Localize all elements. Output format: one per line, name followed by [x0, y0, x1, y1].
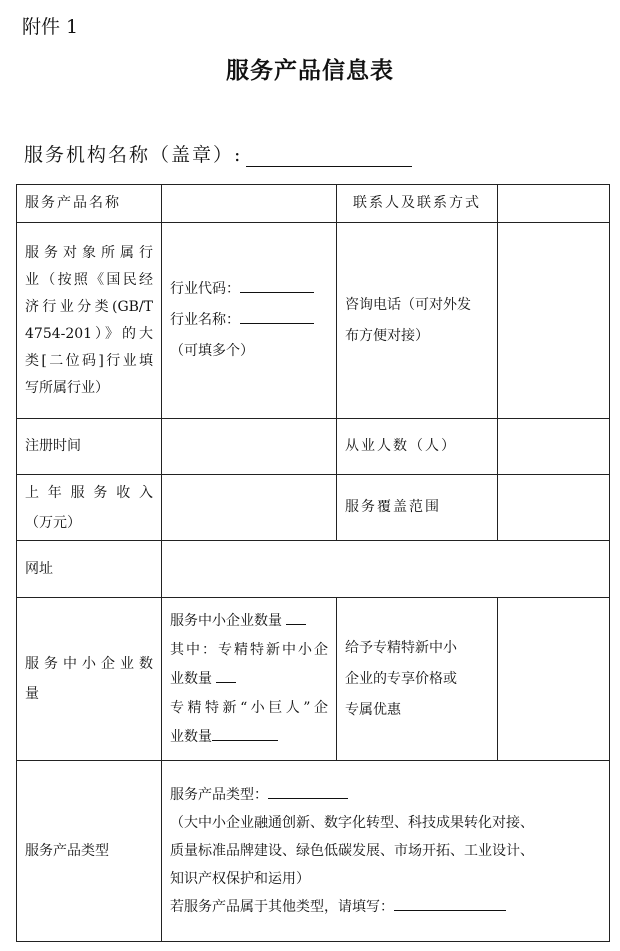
sme-count-field[interactable]: [286, 609, 306, 625]
industry-code-row: 行业代码：: [170, 274, 328, 305]
industry-cell: [162, 223, 337, 419]
contact-label: 联系人及联系方式: [337, 185, 498, 223]
revenue-label: 上年服务收入 （万元）: [17, 475, 162, 541]
sme-count-row: 服务中小企业数量: [170, 607, 328, 636]
other-type-field[interactable]: [394, 895, 506, 911]
discount-label: 给予专精特新中小 企业的专享价格或 专属优惠: [337, 598, 498, 761]
contact-field[interactable]: [498, 185, 610, 223]
multi-note: （可填多个）: [170, 343, 254, 359]
table-row: [17, 223, 610, 419]
revenue-field[interactable]: [162, 475, 337, 541]
product-type-row: 服务产品类型：: [170, 781, 601, 809]
phone-label: 咨询电话（可对外发 布方便对接）: [337, 223, 498, 419]
industry-name-field[interactable]: [240, 308, 314, 324]
product-type-cell: 服务产品类型： （大中小企业融通创新、数字化转型、科技成果转化对接、 质量标准品牌建设、绿色低碳发展、市场开拓、工业设计、 知识产权保护和运用） 若服务产品属于其他类型，请填写：: [162, 761, 610, 942]
specialized-count-field[interactable]: [216, 667, 236, 683]
coverage-label: 服务覆盖范围: [337, 475, 498, 541]
phone-field[interactable]: [498, 223, 610, 419]
org-name-field[interactable]: [246, 146, 412, 167]
attachment-label: 附件 1: [22, 16, 79, 38]
registration-time-label: 注册时间: [17, 419, 162, 475]
product-type-label: 服务产品类型: [17, 761, 162, 942]
table-row: [17, 761, 610, 942]
sme-count-cell: 服务中小企业数量 其中：专精特新中小企 业数量 专精特新“小巨人”企 业数量: [162, 598, 337, 761]
product-name-label: 服务产品名称: [17, 185, 162, 223]
table-row: [17, 419, 610, 475]
industry-label: 服务对象所属行 业（按照《国民经 济行业分类(GB/T 4754-201）》的大 类[二位码]行业填 写所属行业）: [17, 223, 162, 419]
table-row: [17, 475, 610, 541]
coverage-field[interactable]: [498, 475, 610, 541]
other-type-row: 若服务产品属于其他类型，请填写：: [170, 893, 601, 921]
registration-time-field[interactable]: [162, 419, 337, 475]
website-field[interactable]: [162, 541, 610, 598]
little-giant-count-field[interactable]: [212, 725, 278, 741]
industry-name-row: 行业名称：: [170, 305, 328, 336]
product-type-field[interactable]: [268, 783, 348, 799]
page-title: 服务产品信息表: [226, 57, 394, 84]
staff-count-field[interactable]: [498, 419, 610, 475]
specialized-count-row: 业数量: [170, 665, 328, 694]
table-row: [17, 185, 610, 223]
product-info-table: [16, 184, 610, 942]
staff-count-label: 从业人数（人）: [337, 419, 498, 475]
industry-code-field[interactable]: [240, 277, 314, 293]
table-row: [17, 541, 610, 598]
little-giant-count-row: 业数量: [170, 723, 328, 752]
sme-count-label: 服务中小企业数 量: [17, 598, 162, 761]
product-name-field[interactable]: [162, 185, 337, 223]
website-label: 网址: [17, 541, 162, 598]
org-name-row: [24, 140, 412, 167]
table-row: [17, 598, 610, 761]
discount-field[interactable]: [498, 598, 610, 761]
org-name-label: 服务机构名称（盖章）:: [24, 144, 243, 166]
